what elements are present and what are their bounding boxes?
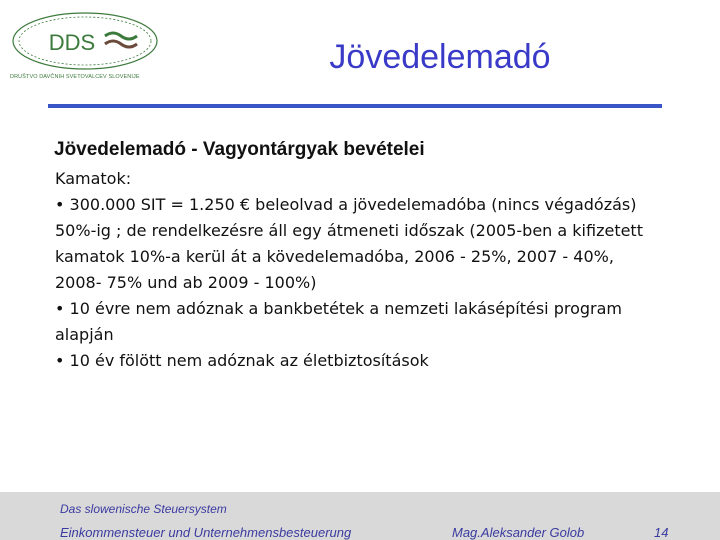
dds-logo-graphic: [10, 10, 160, 72]
body-bullet-1: • 300.000 SIT = 1.250 € beleolvad a jövedelemadóba (nincs végadózás) 50%-ig ; de rendelkezésre áll egy átmeneti időszak (2005-ben a kifizetett kamatok 10%-a kerül át a kövedelemadóba, 2006 - 25%, 2007 - 40%, 2008- 75% und ab 2009 - 100%): [55, 195, 643, 292]
logo-caption: DRUŠTVO DAVČNIH SVETOVALCEV SLOVENIJE: [10, 74, 140, 80]
slide-body: [55, 166, 665, 374]
dds-logo: [10, 10, 160, 88]
footer-author: Mag.Aleksander Golob: [452, 525, 585, 540]
body-bullet-3: • 10 év fölött nem adóznak az életbiztosítások: [55, 351, 429, 370]
slide-subtitle: Jövedelemadó - Vagyontárgyak bevételei: [54, 139, 425, 160]
footer-presentation-title: Das slowenische Steuersystem: [60, 502, 227, 516]
body-heading: Kamatok:: [55, 169, 132, 188]
footer-topic: Einkommensteuer und Unternehmensbesteuerung: [60, 525, 352, 540]
slide-title: Jövedelemadó: [329, 38, 551, 76]
page-number: 14: [654, 525, 669, 540]
logo-text: DDS: [48, 30, 96, 55]
slide-footer: [0, 492, 720, 540]
title-divider: [48, 104, 662, 108]
body-bullet-2: • 10 évre nem adóznak a bankbetétek a nemzeti lakásépítési program alapján: [55, 299, 622, 344]
